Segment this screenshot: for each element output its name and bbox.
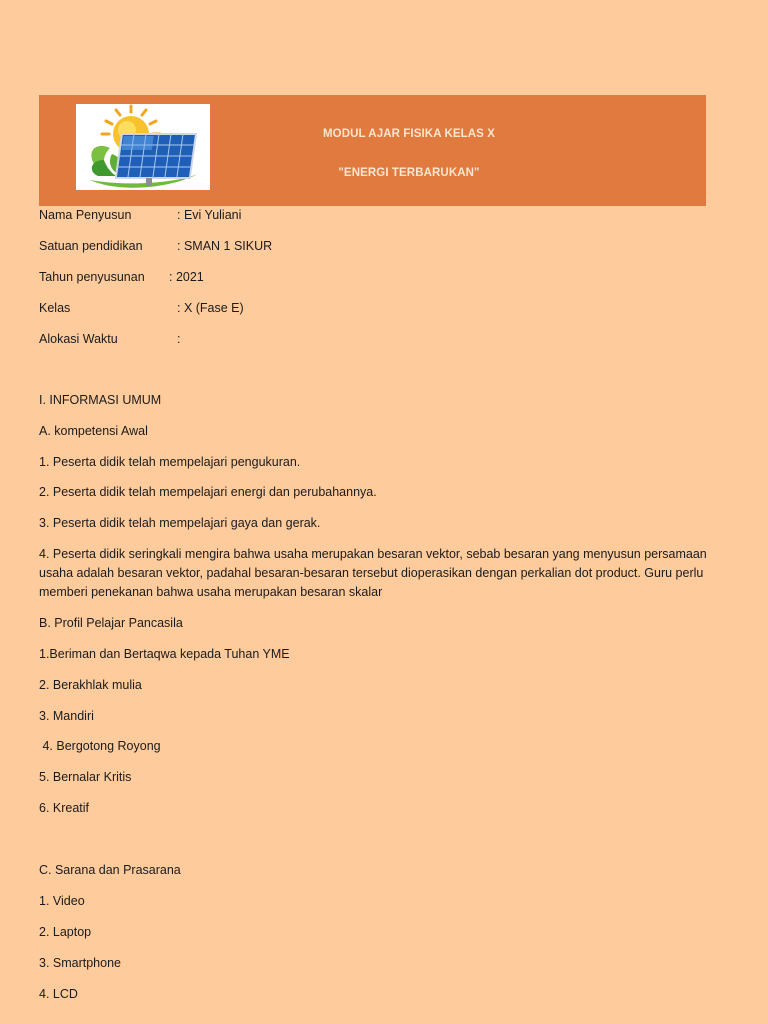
- identity-value: : SMAN 1 SIKUR: [177, 239, 273, 253]
- list-item: 2. Berakhlak mulia: [39, 678, 142, 692]
- list-item: 3. Mandiri: [39, 709, 94, 723]
- identity-value: : X (Fase E): [177, 301, 244, 315]
- list-item: 5. Bernalar Kritis: [39, 770, 132, 784]
- list-item: 6. Kreatif: [39, 801, 90, 815]
- list-item-paragraph: 4. Peserta didik seringkali mengira bahwa usaha merupakan besaran vektor, sebab besaran yang menyusun persamaan usaha adalah besaran vektor, padahal besaran-besaran tersebut dioperasikan dengan perkalian dot product. Guru perlu memberi penekanan bahwa usaha merupakan besaran skalar: [39, 547, 707, 599]
- list-item: 1. Video: [39, 894, 85, 908]
- subsection-heading: C. Sarana dan Prasarana: [39, 863, 181, 877]
- header-banner: [39, 95, 706, 206]
- identity-label: Alokasi Waktu: [39, 332, 118, 346]
- list-item: 1. Peserta didik telah mempelajari pengukuran.: [39, 455, 301, 469]
- document-title: MODUL AJAR FISIKA KELAS X: [322, 128, 496, 140]
- list-item: 2. Laptop: [39, 925, 92, 939]
- list-item: 2. Peserta didik telah mempelajari energi dan perubahannya.: [39, 485, 377, 499]
- identity-label: Kelas: [39, 301, 71, 315]
- identity-value: : 2021: [169, 270, 204, 284]
- list-item: 1.Beriman dan Bertaqwa kepada Tuhan YME: [39, 647, 290, 661]
- document-subtitle: "ENERGI TERBARUKAN": [338, 167, 480, 179]
- identity-value: : Evi Yuliani: [177, 208, 242, 222]
- subsection-heading: A. kompetensi Awal: [39, 424, 148, 438]
- section-heading: I. INFORMASI UMUM: [39, 393, 162, 407]
- list-item: 3. Smartphone: [39, 956, 121, 970]
- identity-label: Nama Penyusun: [39, 208, 132, 222]
- list-item: 3. Peserta didik telah mempelajari gaya dan gerak.: [39, 516, 321, 530]
- solar-panel-sun-icon: [76, 104, 210, 190]
- identity-value: :: [177, 332, 181, 346]
- logo-image: [76, 104, 210, 190]
- identity-label: Satuan pendidikan: [39, 239, 143, 253]
- list-item: 4. LCD: [39, 987, 78, 1001]
- list-item: 4. Bergotong Royong: [39, 739, 161, 753]
- identity-label: Tahun penyusunan: [39, 270, 145, 284]
- subsection-heading: B. Profil Pelajar Pancasila: [39, 616, 183, 630]
